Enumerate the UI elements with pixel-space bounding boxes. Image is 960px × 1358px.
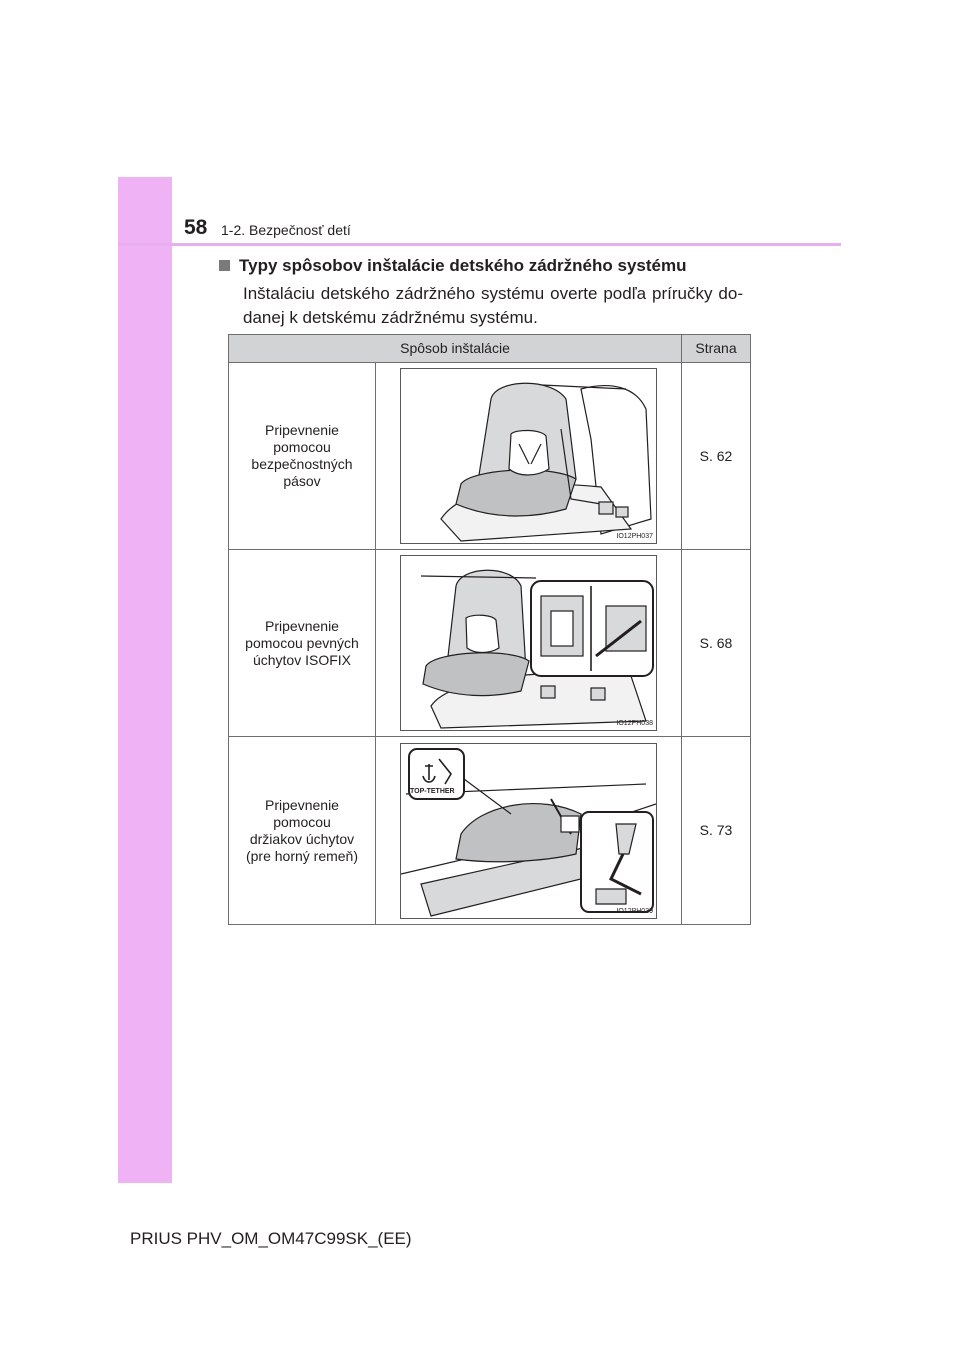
label-line: bezpečnostných	[251, 456, 353, 472]
method-label	[229, 737, 376, 925]
label-line: pomocou pevných	[245, 634, 359, 651]
illustration-cell	[376, 550, 682, 737]
page-number: 58	[184, 216, 208, 239]
page-reference: S. 73	[682, 737, 751, 925]
seat-belt-installation-illustration	[400, 368, 657, 544]
table-row	[229, 363, 751, 550]
method-label	[229, 363, 376, 550]
table-row	[229, 737, 751, 925]
label-line: držiakov úchytov	[249, 830, 355, 847]
label-line: (pre horný remeň)	[245, 847, 359, 864]
section-title: 1-2. Bezpečnosť detí	[221, 222, 351, 238]
table-row	[229, 550, 751, 737]
top-tether-badge: TOP-TETHER	[410, 787, 455, 795]
document-footer: PRIUS PHV_OM_OM47C99SK_(EE)	[130, 1229, 412, 1248]
page-reference: S. 68	[682, 550, 751, 737]
label-line: Pripevnenie	[265, 796, 339, 813]
header-divider	[118, 243, 841, 246]
square-bullet-icon	[219, 260, 230, 271]
table-header-row	[229, 335, 751, 363]
label-line: úchytov ISOFIX	[252, 651, 352, 668]
label-line: Pripevnenie	[265, 617, 339, 634]
intro-paragraph: Inštaláciu detského zádržného systému overte podľa príručky do-danej k detskému zádržnému systému.	[243, 284, 743, 327]
side-tab-band	[118, 177, 172, 1183]
label-line: Pripevnenie	[265, 422, 339, 438]
top-tether-installation-illustration	[400, 743, 657, 919]
column-header-method: Spôsob inštalácie	[229, 335, 682, 363]
isofix-installation-illustration	[400, 555, 657, 731]
heading-text: Typy spôsobov inštalácie detského zádržného systému	[239, 256, 687, 275]
page-reference: S. 62	[682, 363, 751, 550]
column-header-page: Strana	[682, 335, 751, 363]
illustration-cell	[376, 737, 682, 925]
image-code: IO12PH038	[616, 720, 653, 727]
illustration-cell	[376, 363, 682, 550]
label-line: pomocou	[273, 439, 331, 455]
installation-methods-table	[228, 334, 751, 925]
label-line: pásov	[283, 473, 321, 489]
image-code: IO12PH037	[616, 533, 653, 540]
label-line: pomocou	[273, 813, 331, 830]
section-heading	[219, 256, 686, 276]
image-code: IO12PH039	[616, 907, 653, 915]
method-label	[229, 550, 376, 737]
